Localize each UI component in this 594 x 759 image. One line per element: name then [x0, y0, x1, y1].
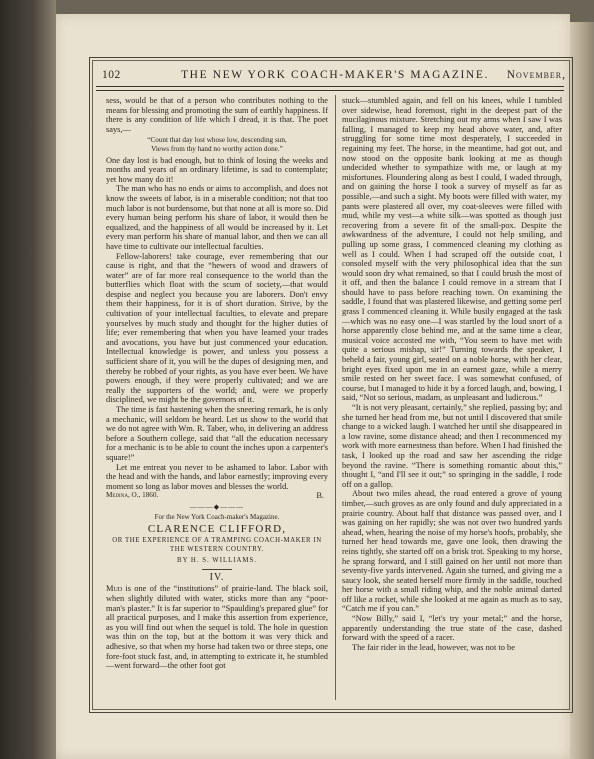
paragraph: The time is fast hastening when the sneering remark, he is only a mechanic, will seldom be heard. Let us show to the world that we do not agree with Wm. R. Taber, who, in delivering an address before a Southern college, said that “all the education necessary for a mechanic is to be able to count the inches upon a carpenter's square!”: [106, 405, 328, 462]
poem-quote: [106, 136, 328, 153]
header-rule: [96, 86, 564, 91]
quote-line: Views from thy hand no worthy action done.”: [151, 144, 283, 153]
page-edge: [570, 22, 594, 759]
magazine-title: THE NEW YORK COACH-MAKER'S MAGAZINE.: [181, 69, 489, 81]
paragraph: Fellow-laborers! take courage, ever remembering that our cause is right, and that the “hewers of wood and drawers of water” are of far more real consequence to the world than the butterflies which float with the scum of society,—that would despise and neglect you because you are laborers. Don't envy them their happiness, for it is of short duration. Strive, by the cultivation of your intellectual faculties, to elevate and prepare yourselves by much study and thought for the higher duties of life; ever remembering that when you have learned your trades and avocations, you have but just commenced your education. Intellectual knowledge is power, and unless you possess a sufficient share of it, you will be the dupes of designing men, and thereby be robbed of your rights, as you have ever been. We have powers enough, if they were properly cultivated; and we are really the supporters of the world; and, were we properly disciplined, we might be the governors of it.: [106, 251, 328, 405]
for-line: For the New York Coach-maker's Magazine.: [154, 513, 280, 522]
paragraph: About two miles ahead, the road entered a grove of young timber,—such groves as are only found and duly appreciated in a prairie country. About half that distance was passed over, and I was gaining on her rapidly; she was not over two hundred yards ahead, when, hearing the noise of my horse's hoofs, probably, she turned her head towards me, gave one look, then drawing the reins tightly, she started off on a brisk trot. Speaking to my horse, he sprang forward, and I still gained on her until not more than seventy-five yards intervened. Again she turned, and giving me a saucy look, she seated herself more firmly in the saddle, touched her horse with a small riding whip, and the noble animal darted off like a rocket, while she looked at me again as much as to say, “Catch me if you can.”: [342, 489, 562, 614]
paragraph: The man who has no ends or aims to accomplish, and does not know the sweets of labor, is in a miserable condition; not that too much labor is not burdensome, but that none at all is more so. Did every human being perform his share of labor, it would then be equalized, and the happiness of all would be increased by it. Let every man perform his share of manual labor, and then we can all have time to cultivate our intellectual faculties.: [106, 184, 328, 251]
article-location: Medina, O., 1860.: [106, 491, 159, 500]
book-spine: [0, 0, 56, 759]
chapter-number: IV.: [209, 572, 225, 584]
story-subtitle: OR THE EXPERIENCE OF A TRAMPING COACH-MAKER IN THE WESTERN COUNTRY.: [112, 537, 322, 554]
signature-row: [106, 491, 328, 501]
byline: BY H. S. WILLIAMS.: [177, 557, 257, 565]
opening-word: Mud: [106, 584, 123, 594]
paragraph: stuck—stumbled again, and fell on his knees, while I tumbled over sidewise, head foremost, right in the deepest part of the mucilaginous mixture. Stretching out my arms when I saw I was falling, I managed to keep my head above water, and, after struggling for some time most desperately, I succeeded in regaining my feet. The horse, in the meantime, had got out, and now stood on the opposite bank looking at me as though undecided whether to sympathize with me, or laugh at my misfortunes. Floundering along as best I could, I waded through, and on gaining the horse I took a survey of myself as far as possible,—and such a sight. My boots were filled with water, my pants were plastered all over, my coat-sleeves were filled with mud, while my vest—a white silk—was spotted as though just recovering from a severe fit of the small-pox. Despite the awkwardness of the adventure, I could not help smiling, and pulling up some grass, I commenced cleaning my clothing as well as I could. When I had scraped off the outside coat, I consoled myself with the very philosophical idea that the sun would soon dry what remained, so that I could brush the most of it off, and then the balance I could remove in a stream that I should have to pass before reaching town. On examining the saddle, I found that was plastered likewise, and getting some perl grass I commenced cleaning it. While busily engaged at the task—which was no easy one—I was startled by the loud snort of a horse apparently close behind me, and at the same time a clear, musical voice accosted me with, “You seem to have met with quite a serious mishap, sir!” Turning towards the speaker, I beheld a fair, young girl, seated on a noble horse, with her clear, bright eyes fixed upon me in an earnest gaze, while a merry smile rested on her sweet face. I was somewhat confused, of course, but I managed to hide it by a forced laugh, and, bowing, I said, “Not so serious, madam, as unpleasant and ludicrous.”: [342, 96, 562, 403]
paragraph: [106, 584, 328, 670]
paragraph-text: is one of the “institutions” of prairie-land. The black soil, when slightly diluted with water, sticks more than any “poor-man's plaster.” It is far superior to “Spaulding's prepared glue” for all practical purposes, and I make this assertion from experience, as you will find out when the sequel is told. The hole in question was thin on the top, but at the bottom it was very thick and adhesive, so that when my horse had taken two or three steps, one fore-foot stuck fast, and, in attempting to extricate it, he stumbled—went forward—the other foot got: [106, 584, 328, 671]
article-signature: B.: [316, 491, 324, 501]
paragraph: The fair rider in the lead, however, was not to be: [352, 642, 515, 652]
paragraph: One day lost is bad enough, but to think of losing the weeks and months and years of an ordinary lifetime, is sad to contemplate; yet how many do it!: [106, 155, 328, 184]
right-column: [342, 96, 562, 652]
story-title: CLARENCE CLIFFORD,: [147, 523, 287, 536]
paragraph: Let me entreat you never to be ashamed to labor. Labor with the head and with the hands, and labor earnestly; improving every moment so long as labor moves and blesses the world.: [106, 462, 328, 491]
left-column: [106, 96, 328, 671]
page-number: 102: [102, 69, 121, 81]
paragraph: “It is not very pleasant, certainly,” she replied, passing by; and she turned her head from me, but not until I discovered that smile change to a wicked laugh. I watched her until she disappeared in a low ravine, some distance ahead; and then I recommenced my work with more earnestness than before. When I had finished the task, I looked up the road and saw her ascending the ridge beyond the ravine. “There is something romantic about this,” thought I, “and I'll see it out;” so springing in the saddle, I rode off on a gallop.: [342, 403, 562, 489]
running-header: [102, 69, 568, 83]
ornamental-separator: ———◆———: [189, 503, 245, 512]
column-rule: [335, 95, 336, 700]
paragraph: “Now Billy,” said I, “let's try your metal;” and the horse, apparently understanding the true state of the case, dashed forward with the speed of a racer.: [342, 614, 562, 643]
quote-line: “Count that day lost whose low, descending sun,: [147, 136, 287, 145]
issue-month: November,: [506, 69, 566, 81]
short-rule: [202, 569, 232, 570]
paragraph: sess, would be that of a person who contributes nothing to the means for blessing and promoting the sum of earthly happiness. If there is any condition of life which I dread, it is that. The poet says,—: [106, 96, 328, 134]
